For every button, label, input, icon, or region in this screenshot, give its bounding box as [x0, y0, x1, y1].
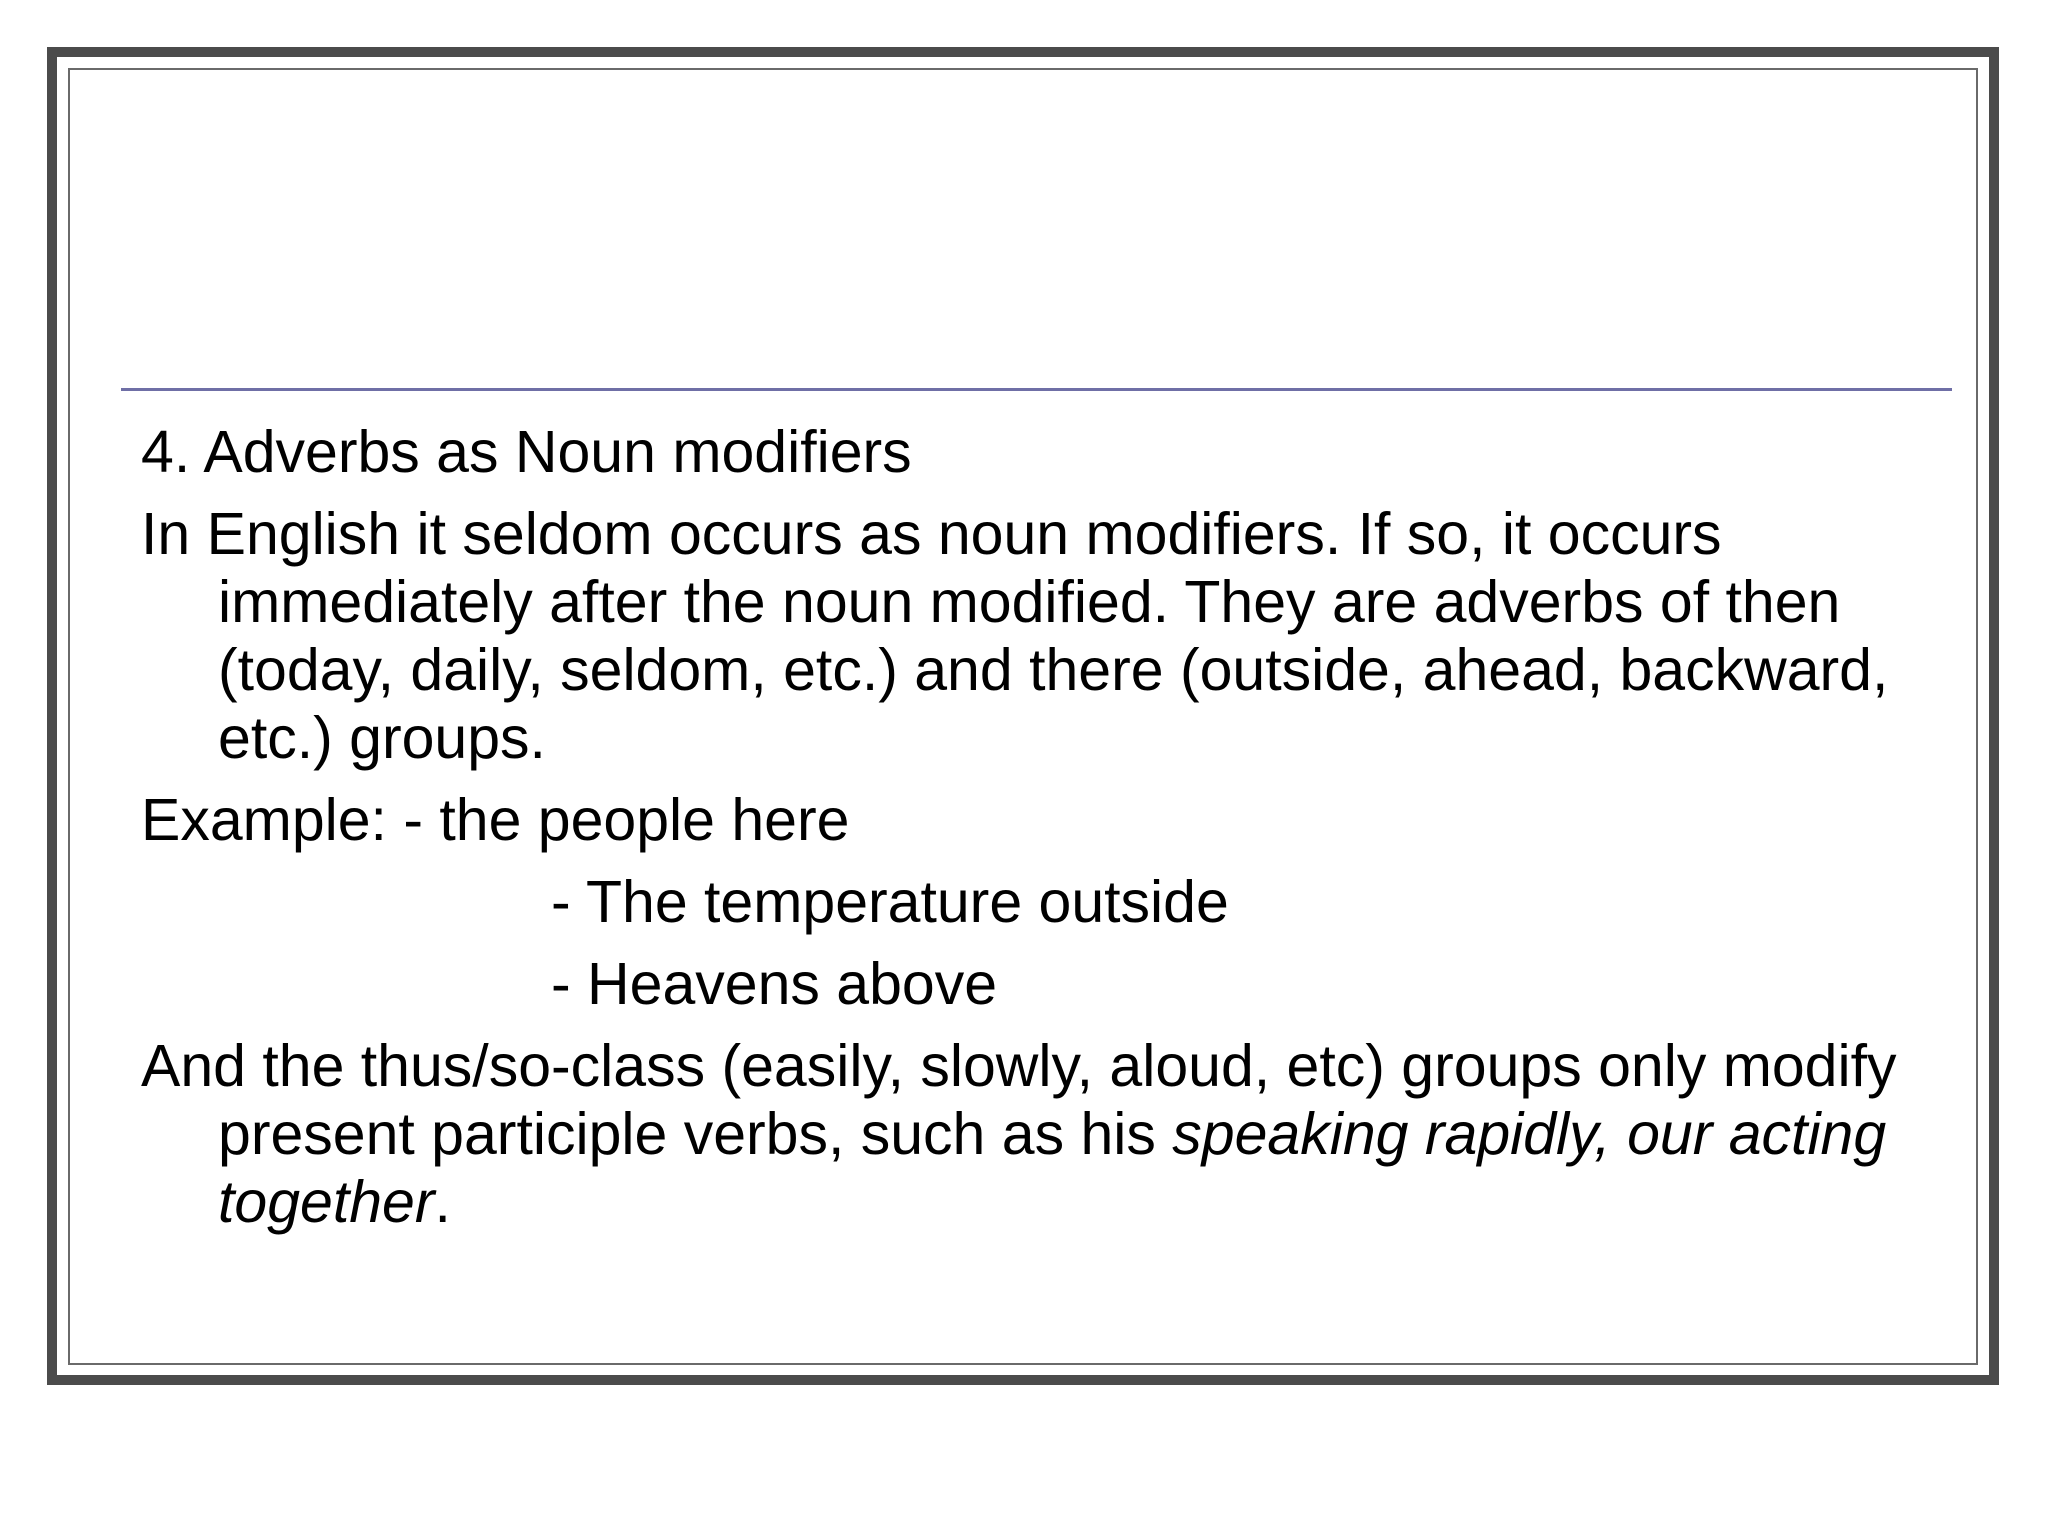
example-item: - Heavens above	[551, 951, 998, 1017]
paragraph-thus-so-class	[141, 1032, 1921, 1236]
paragraph-end-punctuation: .	[434, 1169, 451, 1235]
paragraph-noun-modifiers: In English it seldom occurs as noun modifiers. If so, it occurs immediately after the noun modified. They are adverbs of then (today, daily, seldom, etc.) and there (outside, ahead, backward, etc.) groups.	[141, 501, 1889, 771]
section-heading: 4. Adverbs as Noun modifiers	[141, 419, 912, 485]
paragraph-thus-so-class-text: And the thus/so-class (easily, slowly, aloud, etc) groups only modify present participle verbs, such as his	[141, 1033, 1897, 1167]
slide-body	[141, 418, 1921, 1236]
title-divider	[121, 388, 1952, 391]
example-line: Example: - the people here	[141, 787, 850, 853]
italic-examples: speaking rapidly, our acting together	[218, 1101, 1887, 1235]
example-item: - The temperature outside	[551, 869, 1229, 935]
